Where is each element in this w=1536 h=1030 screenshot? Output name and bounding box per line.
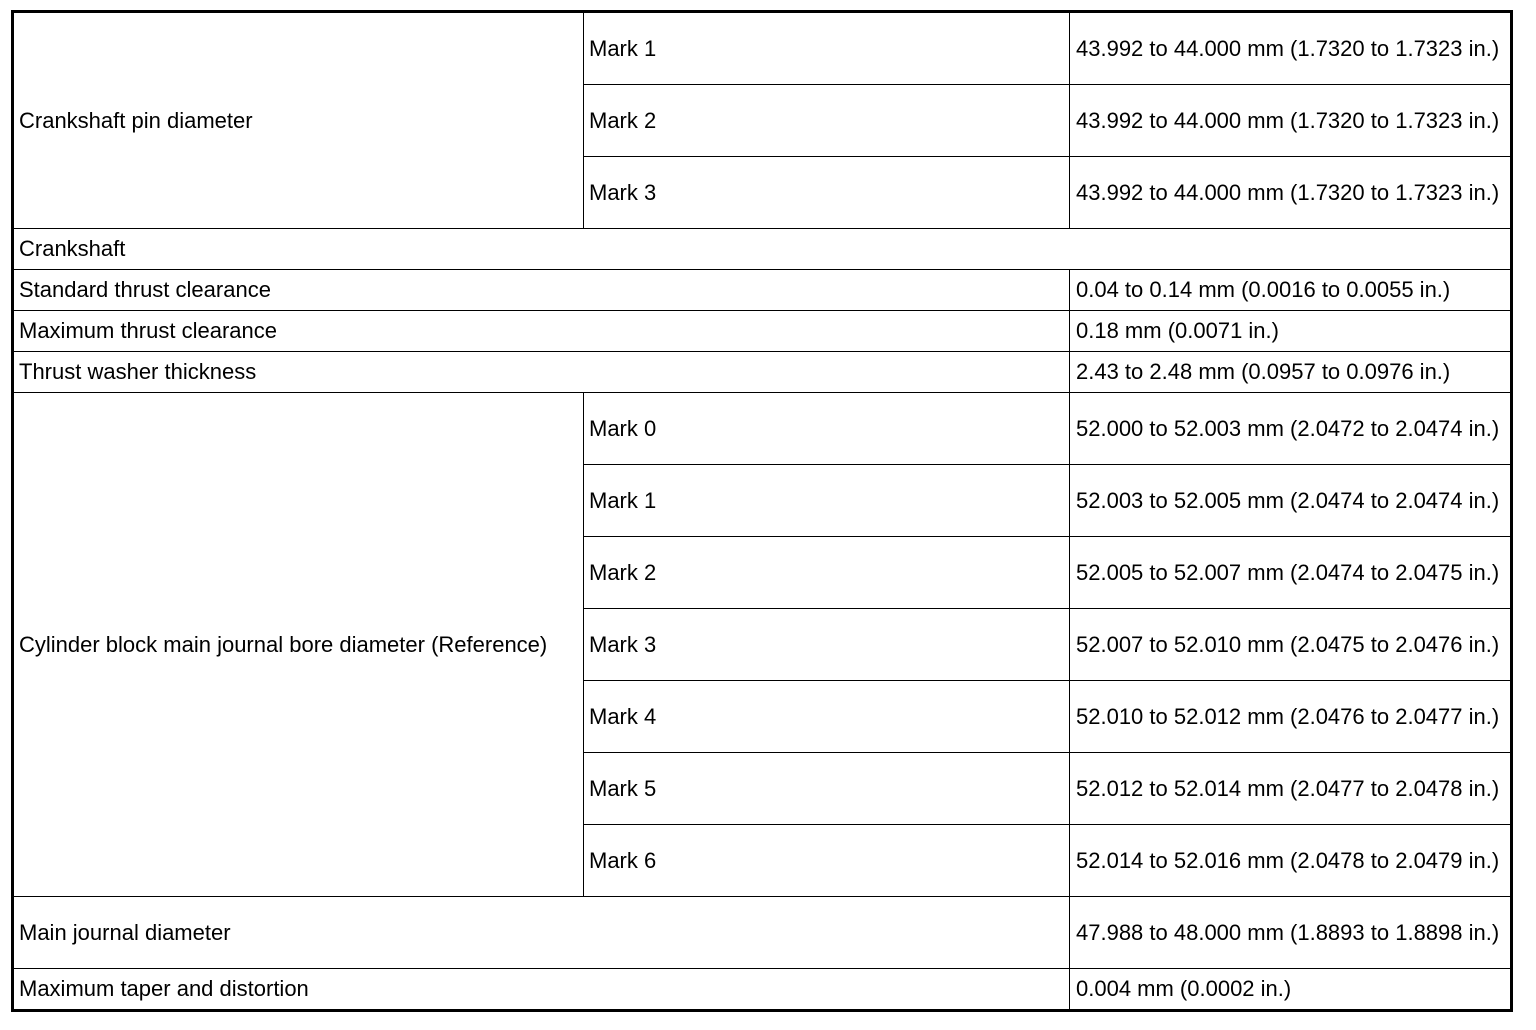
- spec-value: 52.007 to 52.010 mm (2.0475 to 2.0476 in.): [1070, 609, 1512, 681]
- spec-label: Main journal diameter: [13, 897, 1070, 969]
- spec-value: 2.43 to 2.48 mm (0.0957 to 0.0976 in.): [1070, 352, 1512, 393]
- mark-label: Mark 5: [584, 753, 1070, 825]
- table-row: [13, 969, 1512, 1011]
- mark-label: Mark 6: [584, 825, 1070, 897]
- spec-value: 43.992 to 44.000 mm (1.7320 to 1.7323 in.): [1070, 12, 1512, 85]
- spec-value: 52.012 to 52.014 mm (2.0477 to 2.0478 in.): [1070, 753, 1512, 825]
- mark-label: Mark 0: [584, 393, 1070, 465]
- spec-label: Maximum thrust clearance: [13, 311, 1070, 352]
- table-row: [13, 12, 1512, 85]
- crankshaft-header: Crankshaft: [13, 229, 1512, 270]
- spec-value: 0.04 to 0.14 mm (0.0016 to 0.0055 in.): [1070, 270, 1512, 311]
- spec-value: 52.003 to 52.005 mm (2.0474 to 2.0474 in.): [1070, 465, 1512, 537]
- spec-value: 0.004 mm (0.0002 in.): [1070, 969, 1512, 1011]
- mark-label: Mark 3: [584, 157, 1070, 229]
- spec-value: 52.010 to 52.012 mm (2.0476 to 2.0477 in.): [1070, 681, 1512, 753]
- crankshaft-spec-table: [11, 10, 1513, 1012]
- spec-value: 52.014 to 52.016 mm (2.0478 to 2.0479 in.): [1070, 825, 1512, 897]
- table-row: [13, 352, 1512, 393]
- mark-label: Mark 1: [584, 12, 1070, 85]
- table-row: [13, 897, 1512, 969]
- spec-label: Thrust washer thickness: [13, 352, 1070, 393]
- section-header-row: [13, 229, 1512, 270]
- table-row: [13, 311, 1512, 352]
- mark-label: Mark 3: [584, 609, 1070, 681]
- spec-value: 43.992 to 44.000 mm (1.7320 to 1.7323 in.): [1070, 85, 1512, 157]
- mark-label: Mark 1: [584, 465, 1070, 537]
- spec-label: Standard thrust clearance: [13, 270, 1070, 311]
- spec-value: 47.988 to 48.000 mm (1.8893 to 1.8898 in.): [1070, 897, 1512, 969]
- spec-value: 0.18 mm (0.0071 in.): [1070, 311, 1512, 352]
- bore-diameter-label: Cylinder block main journal bore diameter (Reference): [13, 393, 584, 897]
- mark-label: Mark 2: [584, 537, 1070, 609]
- spec-value: 52.005 to 52.007 mm (2.0474 to 2.0475 in.): [1070, 537, 1512, 609]
- spec-label: Maximum taper and distortion: [13, 969, 1070, 1011]
- pin-diameter-label: Crankshaft pin diameter: [13, 12, 584, 229]
- table-row: [13, 270, 1512, 311]
- spec-value: 52.000 to 52.003 mm (2.0472 to 2.0474 in.): [1070, 393, 1512, 465]
- spec-value: 43.992 to 44.000 mm (1.7320 to 1.7323 in.): [1070, 157, 1512, 229]
- table-row: [13, 393, 1512, 465]
- mark-label: Mark 2: [584, 85, 1070, 157]
- mark-label: Mark 4: [584, 681, 1070, 753]
